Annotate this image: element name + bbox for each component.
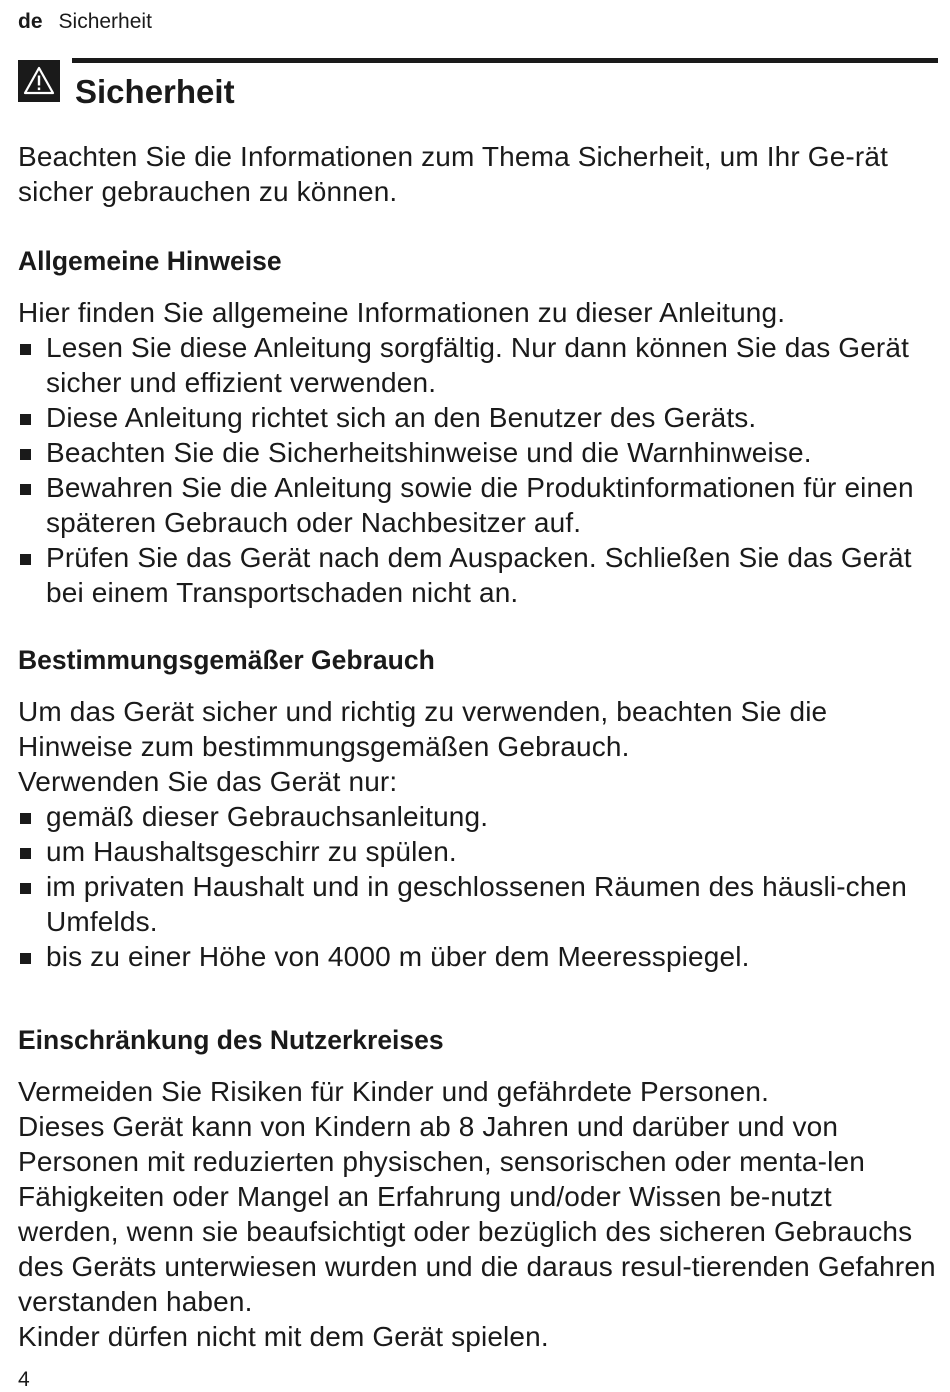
section-text: Dieses Gerät kann von Kindern ab 8 Jahren und darüber und von Personen mit reduzierten physischen, sensorischen oder menta-len Fähigkeiten oder Mangel an Erfahrung und/oder Wissen be-nutzt werden, wenn sie beaufsichtigt oder bezüglich des sicheren Gebrauchs des Geräts unterwiesen wurden und die daraus resul-tierenden Gefahren verstanden haben. — [18, 1111, 936, 1317]
list-item: im privaten Haushalt und in geschlossenen Räumen des häusli-chen Umfelds. — [18, 869, 936, 939]
title-rule — [72, 58, 938, 63]
list-item: gemäß dieser Gebrauchsanleitung. — [18, 799, 936, 834]
list-item: Prüfen Sie das Gerät nach dem Auspacken. Schließen Sie das Gerät bei einem Transportschaden nicht an. — [18, 540, 936, 610]
list-item: um Haushaltsgeschirr zu spülen. — [18, 834, 936, 869]
bullet-list-intended-use — [18, 799, 936, 974]
list-item: Diese Anleitung richtet sich an den Benutzer des Geräts. — [18, 400, 936, 435]
language-code: de — [18, 10, 43, 33]
section-text: Hier finden Sie allgemeine Informationen zu dieser Anleitung. — [18, 297, 786, 328]
main-content — [18, 139, 936, 1354]
bullet-list-general — [18, 330, 936, 610]
section-heading-general: Allgemeine Hinweise — [18, 246, 282, 276]
warning-triangle-icon — [18, 60, 60, 102]
page-title: Sicherheit — [75, 73, 235, 110]
header-section: Sicherheit — [58, 10, 152, 33]
list-item: Bewahren Sie die Anleitung sowie die Produktinformationen für einen späteren Gebrauch oder Nachbesitzer auf. — [18, 470, 936, 540]
list-item: bis zu einer Höhe von 4000 m über dem Meeresspiegel. — [18, 939, 936, 974]
section-text: Vermeiden Sie Risiken für Kinder und gefährdete Personen. — [18, 1076, 770, 1107]
list-item: Lesen Sie diese Anleitung sorgfältig. Nur dann können Sie das Gerät sicher und effizient verwenden. — [18, 330, 936, 400]
section-text: Verwenden Sie das Gerät nur: — [18, 766, 398, 797]
section-text: Kinder dürfen nicht mit dem Gerät spielen. — [18, 1321, 549, 1352]
intro-text: Beachten Sie die Informationen zum Thema Sicherheit, um Ihr Ge-rät sicher gebrauchen zu können. — [18, 141, 889, 207]
section-text: Um das Gerät sicher und richtig zu verwenden, beachten Sie die Hinweise zum bestimmungsgemäßen Gebrauch. — [18, 696, 828, 762]
section-heading-intended-use: Bestimmungsgemäßer Gebrauch — [18, 645, 435, 675]
section-heading-user-restriction: Einschränkung des Nutzerkreises — [18, 1025, 444, 1055]
page-number: 4 — [18, 1368, 30, 1391]
running-header — [18, 9, 152, 35]
list-item: Beachten Sie die Sicherheitshinweise und die Warnhinweise. — [18, 435, 936, 470]
